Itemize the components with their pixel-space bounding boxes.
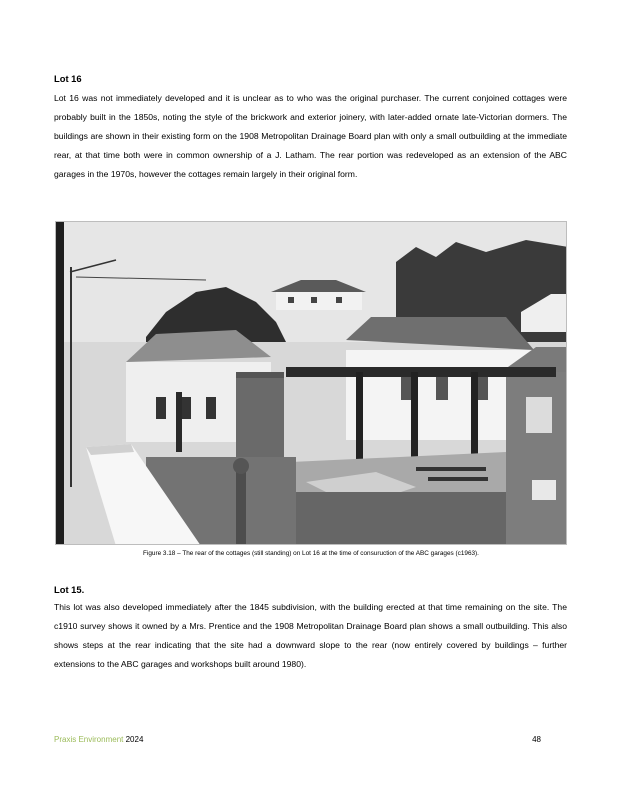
footer-brand — [54, 735, 143, 745]
historic-photo-figure — [55, 221, 567, 545]
lot15-paragraph: This lot was also developed immediately after the 1845 subdivision, with the building erected at that time remaining on the site. The c1910 survey shows it owned by a Mrs. Prentice and the 1908 Metropolitan Drainage Board plan shows a small outbuilding. This also shows steps at the rear indicating that the site had a downward slope to the rear (now entirely covered by buildings – further extensions to the ABC garages and workshops built around 1980). — [54, 602, 567, 669]
figure-caption: Figure 3.18 – The rear of the cottages (still standing) on Lot 16 at the time of consuruction of the ABC garages (c1963). — [143, 550, 479, 557]
lot16-paragraph: Lot 16 was not immediately developed and it is unclear as to who was the original purchaser. The current conjoined cottages were probably built in the 1850s, noting the style of the brickwork and exterior joinery, with later-added ornate late-Victorian dormers. The buildings are shown in their existing form on the 1908 Metropolitan Drainage Board plan with only a small outbuilding at the immediate rear, at that time both were in common ownership of a J. Latham. The rear portion was redeveloped as an extension of the ABC garages in the 1970s, however the cottages remain largely in their original form. — [54, 93, 567, 179]
page-number: 48 — [532, 735, 541, 744]
garage-construction-photo — [56, 222, 567, 545]
footer-year: 2024 — [125, 735, 144, 744]
footer-brand-name: Praxis Environment — [54, 735, 124, 744]
lot15-heading: Lot 15. — [54, 584, 85, 595]
lot16-heading: Lot 16 — [54, 73, 82, 84]
